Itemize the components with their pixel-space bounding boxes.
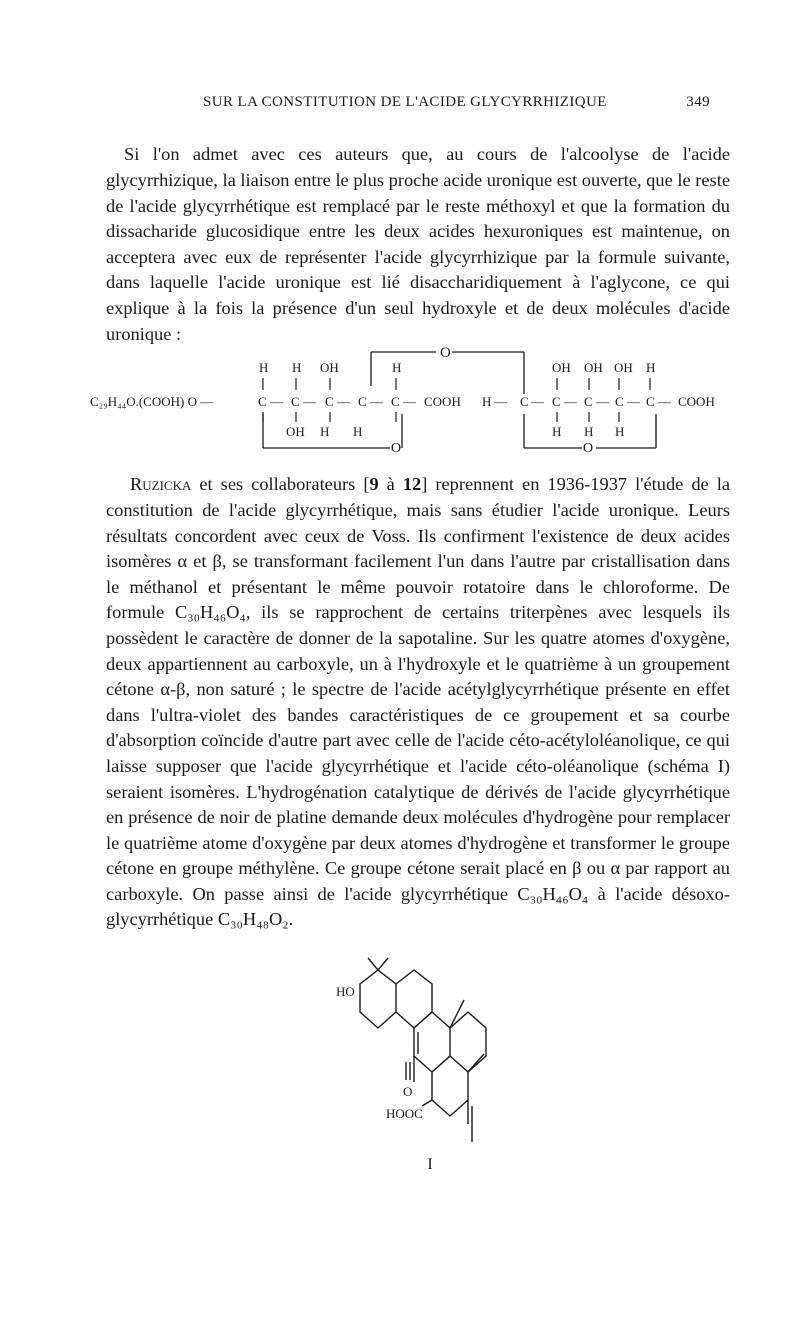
unit2-top-4: H (646, 360, 656, 375)
unit2-bottom-2: H (584, 424, 594, 439)
scheme-label: I (427, 1156, 433, 1173)
unit1-bottom-3: H (353, 424, 363, 439)
svg-text:—: — (494, 394, 507, 409)
reference-bracket-open: [ (363, 474, 370, 495)
svg-text:—: — (337, 394, 350, 409)
unit2-c5: C (646, 394, 655, 409)
unit2-ring-oxygen: O (583, 441, 594, 454)
unit1-bottom-2: H (320, 424, 330, 439)
unit1-top-4: H (392, 360, 402, 375)
unit2-top-3: OH (614, 360, 633, 375)
unit2-top-1: OH (552, 360, 571, 375)
unit1-ring-oxygen: O (391, 441, 402, 454)
unit1-c4: C (358, 394, 367, 409)
unit1-top-2: H (292, 360, 302, 375)
unit2-top-2: OH (584, 360, 603, 375)
unit2-c1: C (520, 394, 529, 409)
svg-text:—: — (658, 394, 671, 409)
svg-text:—: — (531, 394, 544, 409)
svg-text:—: — (303, 394, 316, 409)
bridge-oxygen: O (440, 345, 451, 361)
glycyrrhizic-acid-formula (90, 342, 750, 454)
svg-text:—: — (627, 394, 640, 409)
scheme-ketone-oxygen: O (403, 1084, 413, 1099)
aglycone-prefix: C₂₉H₄₄O.(COOH) O — (90, 394, 214, 409)
header-title: SUR LA CONSTITUTION DE L'ACIDE GLYCYRRHIZIQUE (203, 94, 607, 110)
unit1-c2: C (291, 394, 300, 409)
unit2-bottom-3: H (615, 424, 625, 439)
svg-text:—: — (596, 394, 609, 409)
svg-text:—: — (370, 394, 383, 409)
page-number: 349 (686, 94, 710, 110)
reference-bracket-close: ] (421, 474, 428, 495)
author-ruzicka: Ruzicka (130, 474, 192, 495)
reference-separator: à (378, 474, 403, 495)
scheme-carboxyl: HOOC (386, 1106, 423, 1121)
reference-12: 12 (402, 474, 422, 495)
paragraph-ruzicka (106, 472, 730, 933)
unit1-cooh: COOH (424, 394, 461, 409)
unit1-c5: C (391, 394, 400, 409)
text-segment: et ses collaborateurs (191, 474, 364, 495)
scheme-i-structure (330, 956, 510, 1152)
unit2-c2: C (552, 394, 561, 409)
unit1-bottom-1: OH (286, 424, 305, 439)
unit2-c3: C (584, 394, 593, 409)
svg-text:—: — (564, 394, 577, 409)
svg-text:—: — (403, 394, 416, 409)
unit1-c3: C (325, 394, 334, 409)
unit2-c4: C (615, 394, 624, 409)
scheme-hydroxyl: HO (336, 984, 355, 999)
svg-text:—: — (270, 394, 283, 409)
reference-9: 9 (369, 474, 379, 495)
unit2-cooh: COOH (678, 394, 715, 409)
unit2-bottom-1: H (552, 424, 562, 439)
text-segment: reprennent en 1936-1937 l'étude de la constitution de l'acide glycyrrhétique, mais sans étudier l'acide uronique. Leurs résultats concordent avec ceux de Voss. Ils confirment l'existence de deux acides isomères α et β, se transformant facilement l'un dans l'autre par cristallisation dans le méthanol et présentant le même pouvoir rotatoire dans le chloroforme. De formule C₃₀H₄₆O₄, ils se rapprochent de certains triterpènes avec lesquels ils possèdent le caractère de donner de la sapotaline. Sur les quatre atomes d'oxygène, deux appartiennent au carboxyle, un à l'hydroxyle et le quatrième à un groupement cétone α-β, non saturé ; le spectre de l'acide acétylglycyrrhétique présente en effet dans l'ultra-violet des bandes caractéristiques de ce groupement et sa courbe d'absorption coïncide d'autre part avec celle de l'acide céto-acétyloléanolique, ce qui laisse supposer que l'acide glycyrrhétique et l'acide céto-oléanolique (schéma I) seraient isomères. L'hydrogénation catalytique de dérivés de l'acide glycyrrhétique en présence de noir de platine demande deux molécules d'hydrogène pour remplacer le quatrième atome d'oxygène par deux atomes d'hydrogène et transformer le groupe cétone en groupe méthylène. Ce groupe cétone serait placé en β ou α par rapport au carboxyle. On passe ainsi de l'acide glycyrrhétique C₃₀H₄₆O₄ à l'acide désoxo-glycyrrhétique C₃₀H₄₈O₂. (106, 474, 730, 930)
unit2-h: H (482, 394, 492, 409)
unit1-top-3: OH (320, 360, 339, 375)
unit1-c1: C (258, 394, 267, 409)
unit1-top-1: H (259, 360, 269, 375)
paragraph-alcoolyse: Si l'on admet avec ces auteurs que, au cours de l'alcoolyse de l'acide glycyrrhizique, la liaison entre le plus proche acide uronique est ouverte, que le reste de l'acide glycyrrhétique est remplacé par le reste méthoxyl et que la formation du dissacharide glucosidique entre les deux acides hexuroniques est maintenue, on acceptera avec eux de représenter l'acide glycyrrhizique par la formule suivante, dans laquelle l'acide uronique est lié disaccharidiquement à l'aglycone, ce qui explique à la fois la présence d'un seul hydroxyle et de deux molécules d'acide uronique : (106, 144, 730, 344)
